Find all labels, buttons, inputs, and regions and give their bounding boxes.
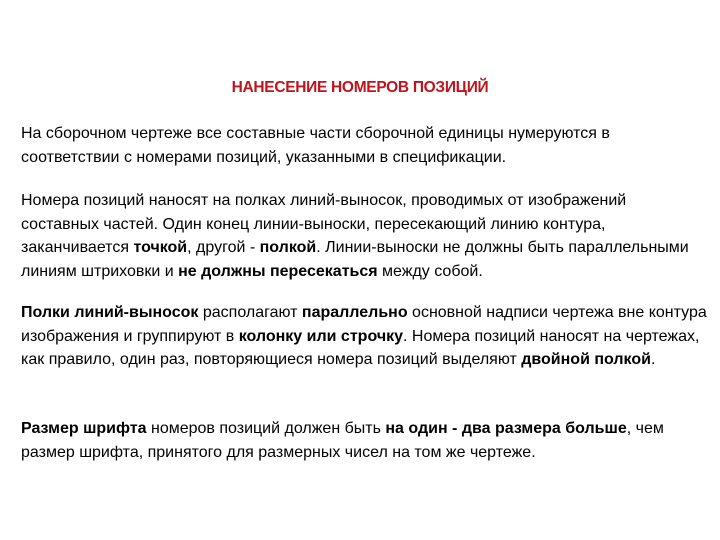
- paragraph-text: располагают: [198, 304, 302, 321]
- bold-term: колонку или строчку: [238, 327, 404, 345]
- paragraph-text: .: [650, 351, 656, 368]
- bold-term: на один - два размера больше: [385, 420, 627, 437]
- paragraph-font-size: [21, 417, 707, 464]
- paragraph-numbering: [21, 122, 707, 169]
- bold-term: параллельно: [301, 304, 408, 321]
- paragraph-text: Номера позиций наносят на полках линий-выносок, проводимых от изображений составных частей. Один конец линии-выноски, пересекающий линию контура, заканчивается: [21, 192, 627, 256]
- bold-term: Полки линий-выносок: [21, 304, 199, 321]
- bold-term: не должны пересекаться: [178, 262, 378, 280]
- paragraph-text: , чем размер шрифта, принятого для размерных чисел на том же чертеже.: [21, 420, 664, 461]
- paragraph-text: . Номера позиций наносят на чертежах, как правило, один раз, повторяющиеся номера позиций выделяют: [21, 327, 700, 368]
- paragraph-text: . Линии-выноски не должны быть параллельными линиям штриховки и: [21, 239, 689, 280]
- paragraph-text: номеров позиций должен быть: [146, 420, 386, 437]
- paragraph-leader-lines: [21, 189, 707, 283]
- paragraph-leader-shelves: [21, 301, 707, 372]
- paragraph-text: На сборочном чертеже все составные части сборочной единицы нумеруются в соответствии с номерами позиций, указанными в спецификации.: [21, 125, 610, 166]
- paragraph-text: между собой.: [377, 262, 483, 280]
- bold-term: полкой: [259, 239, 317, 256]
- bold-term: точкой: [133, 239, 188, 256]
- paragraph-text: основной надписи чертежа вне контура изображения и группируют в: [21, 304, 707, 345]
- bold-term: Размер шрифта: [21, 420, 147, 437]
- slide-title: НАНЕСЕНИЕ НОМЕРОВ ПОЗИЦИЙ: [231, 79, 489, 96]
- paragraph-text: , другой -: [187, 239, 260, 256]
- bold-term: двойной полкой: [521, 351, 651, 368]
